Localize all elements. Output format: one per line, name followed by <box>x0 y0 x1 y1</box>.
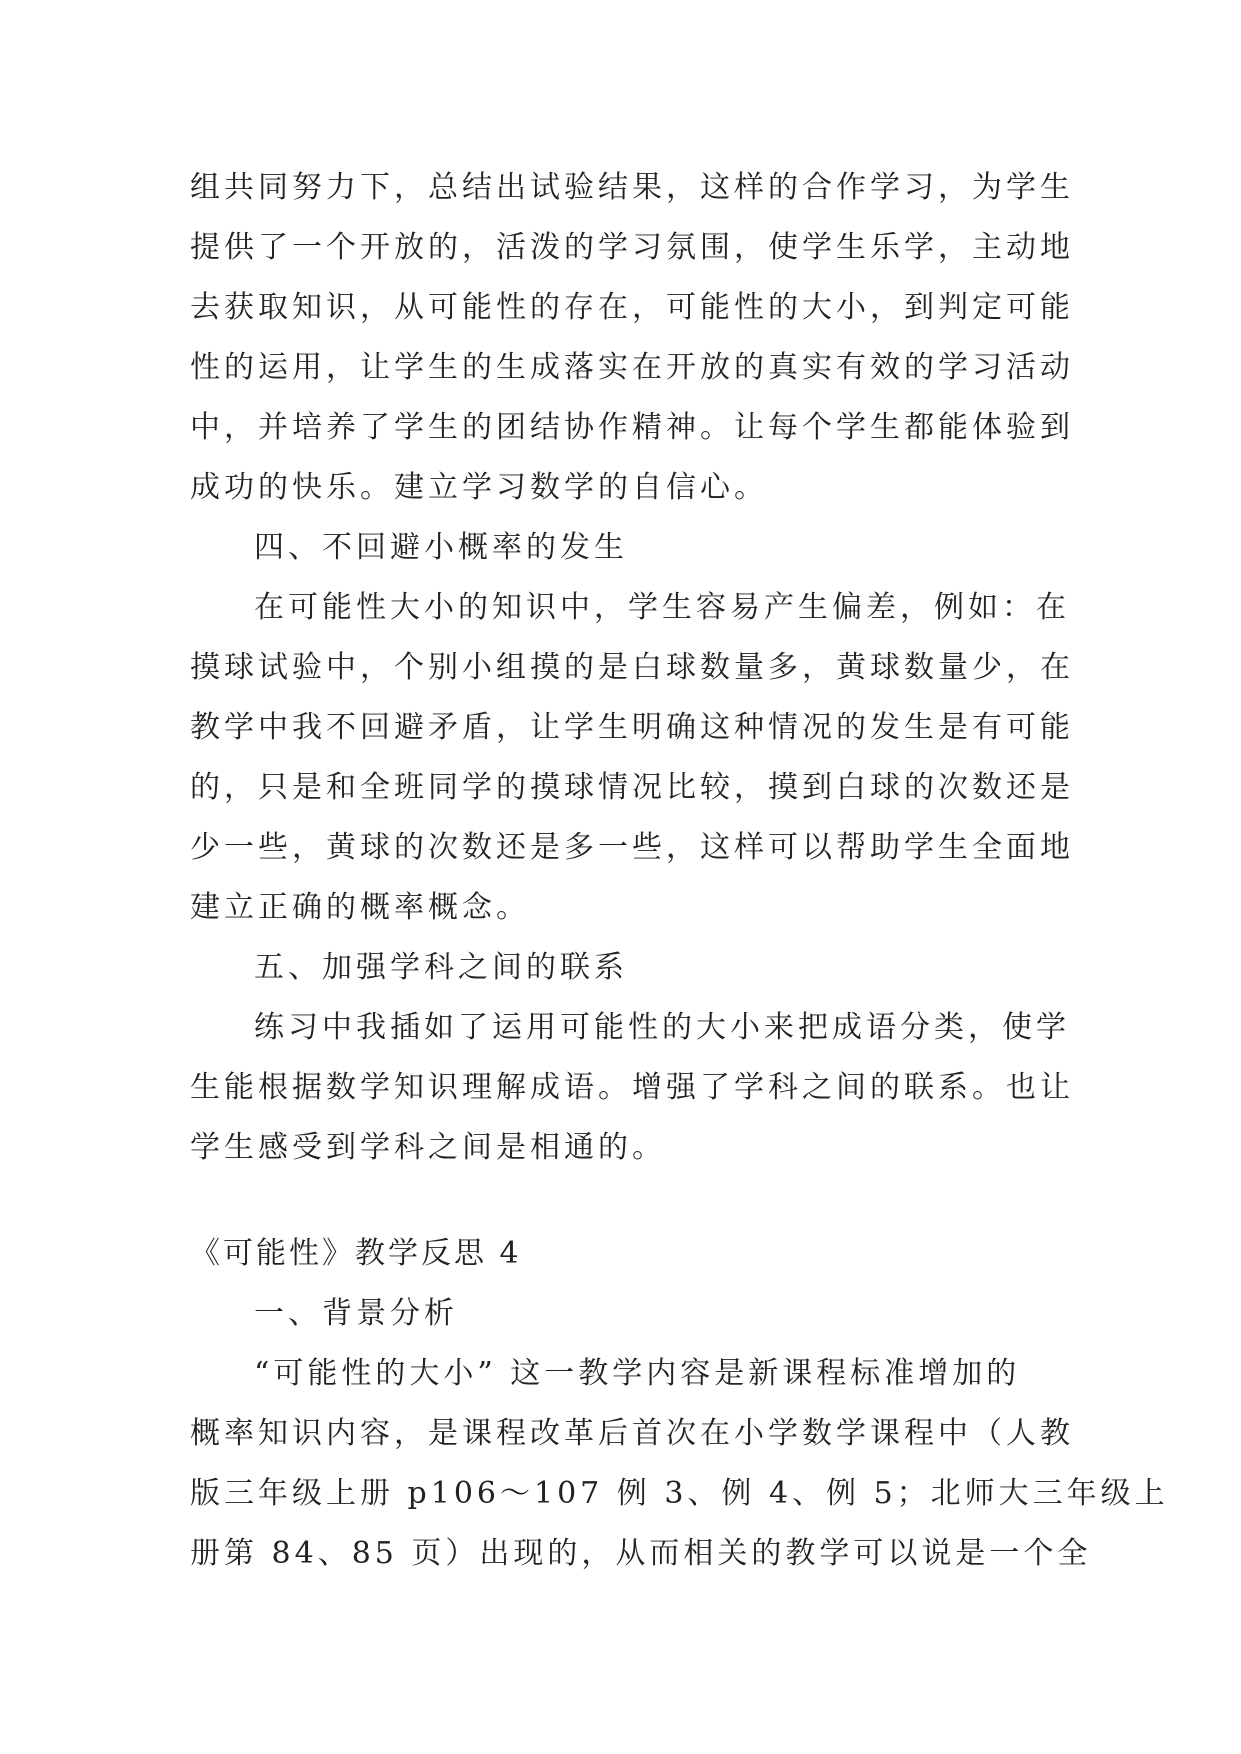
paragraph-line: 摸球试验中，个别小组摸的是白球数量多，黄球数量少，在 <box>190 650 1074 685</box>
paragraph-line: 学生感受到学科之间是相通的。 <box>190 1130 666 1165</box>
paragraph-line: 生能根据数学知识理解成语。增强了学科之间的联系。也让 <box>190 1070 1074 1105</box>
paragraph-line: 概率知识内容，是课程改革后首次在小学数学课程中（人教 <box>190 1416 1074 1451</box>
paragraph-line: 中，并培养了学生的团结协作精神。让每个学生都能体验到 <box>190 410 1074 445</box>
section-heading: 五、加强学科之间的联系 <box>254 950 628 985</box>
paragraph-line: 少一些，黄球的次数还是多一些，这样可以帮助学生全面地 <box>190 830 1074 865</box>
document-body <box>190 158 1169 1584</box>
paragraph-line: 练习中我插如了运用可能性的大小来把成语分类，使学 <box>254 1010 1070 1045</box>
document-title: 《可能性》教学反思 4 <box>190 1236 522 1271</box>
section-gap <box>190 1178 1060 1224</box>
paragraph-line: 册第 84、85 页）出现的，从而相关的教学可以说是一个全 <box>190 1536 1092 1571</box>
paragraph-line: 去获取知识，从可能性的存在，可能性的大小，到判定可能 <box>190 290 1074 325</box>
paragraph-line: 提供了一个开放的，活泼的学习氛围，使学生乐学，主动地 <box>190 230 1074 265</box>
paragraph-line: “可能性的大小” 这一教学内容是新课程标准增加的 <box>254 1356 1021 1391</box>
paragraph-line: 组共同努力下，总结出试验结果，这样的合作学习，为学生 <box>190 170 1074 205</box>
paragraph-line: 性的运用，让学生的生成落实在开放的真实有效的学习活动 <box>190 350 1074 385</box>
paragraph-line: 成功的快乐。建立学习数学的自信心。 <box>190 470 768 505</box>
paragraph-line: 建立正确的概率概念。 <box>190 890 530 925</box>
paragraph-line: 教学中我不回避矛盾，让学生明确这种情况的发生是有可能 <box>190 710 1074 745</box>
section-heading: 一、背景分析 <box>254 1296 458 1331</box>
section-heading: 四、不回避小概率的发生 <box>254 530 628 565</box>
paragraph-line: 的，只是和全班同学的摸球情况比较，摸到白球的次数还是 <box>190 770 1074 805</box>
paragraph-line: 版三年级上册 p106～107 例 3、例 4、例 5；北师大三年级上 <box>190 1476 1169 1511</box>
paragraph-line: 在可能性大小的知识中，学生容易产生偏差，例如：在 <box>254 590 1070 625</box>
